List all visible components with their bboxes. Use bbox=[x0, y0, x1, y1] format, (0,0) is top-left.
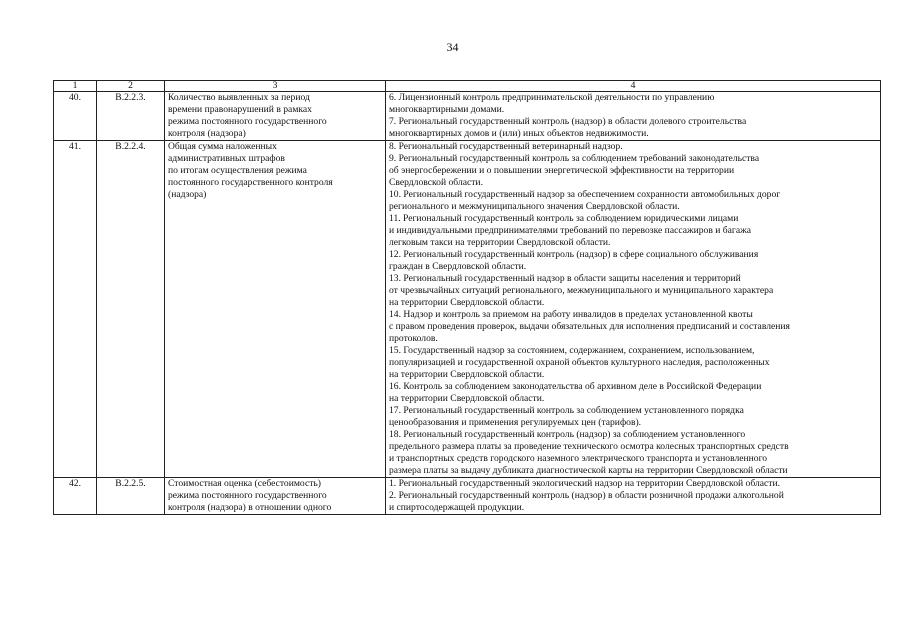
control-line: 8. Региональный государственный ветеринарный надзор. bbox=[389, 141, 623, 152]
control-line: граждан в Свердловской области. bbox=[389, 261, 527, 272]
indicator-line: контроля (надзора) в отношении одного bbox=[168, 502, 332, 513]
control-line: 6. Лицензионный контроль предпринимательской деятельности по управлению bbox=[389, 92, 715, 103]
indicator-code: В.2.2.5. bbox=[97, 478, 165, 515]
indicator-code: В.2.2.3. bbox=[97, 92, 165, 141]
indicator-line: постоянного государственного контроля bbox=[168, 177, 333, 188]
control-line: 2. Региональный государственный контроль (надзор) в области розничной продажи алкогольной bbox=[389, 490, 784, 501]
control-line: 11. Региональный государственный контроль за соблюдением юридическими лицами bbox=[389, 213, 739, 224]
control-line: 10. Региональный государственный надзор за обеспечением сохранности автомобильных дорог bbox=[389, 189, 781, 200]
control-line: 16. Контроль за соблюдением законодательства об архивном деле в Российской Федерации bbox=[389, 381, 762, 392]
control-line: 13. Региональный государственный надзор в области защиты населения и территорий bbox=[389, 273, 741, 284]
control-line: от чрезвычайных ситуаций регионального, межмуниципального и муниципального характера bbox=[389, 285, 774, 296]
indicator-code: В.2.2.4. bbox=[97, 141, 165, 478]
indicator-line: режима постоянного государственного bbox=[168, 490, 327, 501]
indicator-line: режима постоянного государственного bbox=[168, 116, 327, 127]
row-number: 41. bbox=[54, 141, 97, 478]
control-line: 18. Региональный государственный контроль (надзор) за соблюдением установленного bbox=[389, 429, 746, 440]
indicator-line: административных штрафов bbox=[168, 153, 285, 164]
indicator-line: Стоимостная оценка (себестоимость) bbox=[168, 478, 321, 489]
document-table bbox=[53, 80, 881, 515]
column-header-1: 1 bbox=[54, 81, 97, 92]
control-line: на территории Свердловской области. bbox=[389, 393, 545, 404]
control-line: на территории Свердловской области. bbox=[389, 297, 545, 308]
indicator-name bbox=[165, 478, 386, 515]
control-line: регионального и межмуниципального значения Свердловской области. bbox=[389, 201, 680, 212]
control-types bbox=[386, 478, 881, 515]
control-line: с правом проведения проверок, выдачи обязательных для исполнения предписаний и составления bbox=[389, 321, 790, 332]
control-types bbox=[386, 92, 881, 141]
control-line: и транспортных средств городского наземного электрического транспорта и установленного bbox=[389, 453, 768, 464]
indicator-line: Количество выявленных за период bbox=[168, 92, 310, 103]
control-line: легковым такси на территории Свердловской области. bbox=[389, 237, 611, 248]
column-header-4: 4 bbox=[386, 81, 881, 92]
control-line: многоквартирными домами. bbox=[389, 104, 505, 115]
page-number: 34 bbox=[446, 40, 459, 54]
table-row bbox=[54, 478, 881, 515]
control-line: и спиртосодержащей продукции. bbox=[389, 502, 525, 513]
control-line: размера платы за выдачу дубликата диагностической карты на территории Свердловской области bbox=[389, 465, 788, 476]
control-line: 12. Региональный государственный контроль (надзор) в сфере социального обслуживания bbox=[389, 249, 759, 260]
control-line: Свердловской области. bbox=[389, 177, 483, 188]
control-line: 7. Региональный государственный контроль (надзор) в области долевого строительства bbox=[389, 116, 747, 127]
control-line: 15. Государственный надзор за состоянием, содержанием, сохранением, использованием, bbox=[389, 345, 755, 356]
control-line: ценообразования и применения регулируемых цен (тарифов). bbox=[389, 417, 642, 428]
row-number: 40. bbox=[54, 92, 97, 141]
indicator-line: времени правонарушений в рамках bbox=[168, 104, 312, 115]
table-row bbox=[54, 92, 881, 141]
control-line: 1. Региональный государственный экологический надзор на территории Свердловской области. bbox=[389, 478, 781, 489]
control-line: предельного размера платы за проведение технического осмотра колесных транспортных средств bbox=[389, 441, 789, 452]
control-line: и индивидуальными предпринимателями требований по перевозке пассажиров и багажа bbox=[389, 225, 751, 236]
table-header-row bbox=[54, 81, 881, 92]
control-types bbox=[386, 141, 881, 478]
indicator-line: Общая сумма наложенных bbox=[168, 141, 277, 152]
control-line: протоколов. bbox=[389, 333, 438, 344]
control-line: об энергосбережении и о повышении энергетической эффективности на территории bbox=[389, 165, 735, 176]
table-row bbox=[54, 141, 881, 478]
column-header-3: 3 bbox=[165, 81, 386, 92]
control-line: 9. Региональный государственный контроль за соблюдением требований законодательства bbox=[389, 153, 760, 164]
control-line: на территории Свердловской области. bbox=[389, 369, 545, 380]
row-number: 42. bbox=[54, 478, 97, 515]
indicator-name bbox=[165, 92, 386, 141]
control-line: 14. Надзор и контроль за приемом на работу инвалидов в пределах установленной квоты bbox=[389, 309, 753, 320]
indicator-line: по итогам осуществления режима bbox=[168, 165, 307, 176]
control-line: многоквартирных домов и (или) иных объектов недвижимости. bbox=[389, 128, 649, 139]
control-line: 17. Региональный государственный контроль за соблюдением установленного порядка bbox=[389, 405, 744, 416]
indicator-line: контроля (надзора) bbox=[168, 128, 246, 139]
indicator-name bbox=[165, 141, 386, 478]
indicator-line: (надзора) bbox=[168, 189, 207, 200]
control-line: популяризацией и государственной охраной объектов культурного наследия, расположенных bbox=[389, 357, 770, 368]
column-header-2: 2 bbox=[97, 81, 165, 92]
